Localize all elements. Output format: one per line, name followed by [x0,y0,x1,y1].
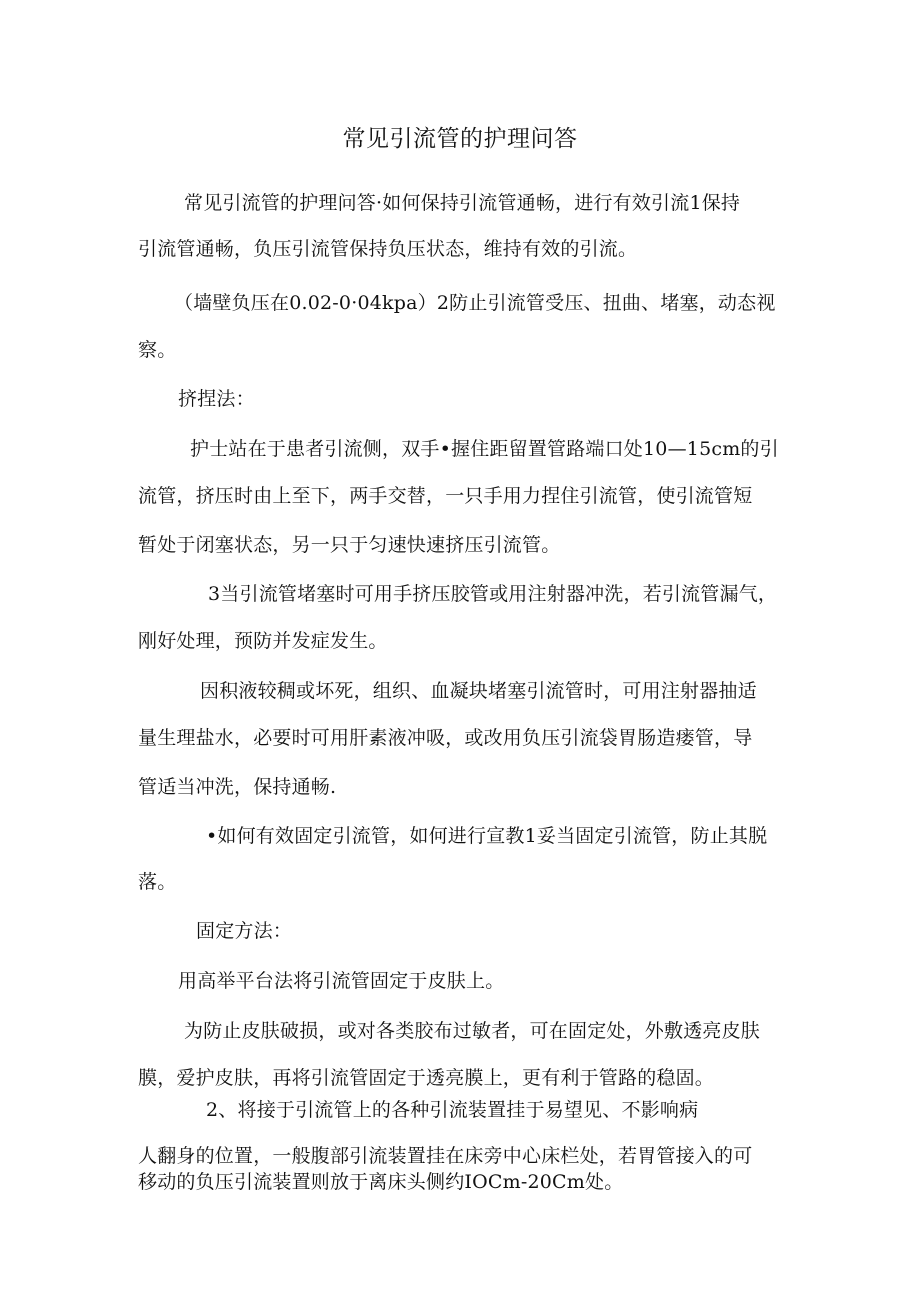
text-line: 人翻身的位置，一般腹部引流装置挂在床旁中心床栏处，若胃管接入的可 [138,1145,753,1167]
text-line: 用高举平台法将引流管固定于皮肤上。 [178,970,505,992]
text-line: （墙壁负压在0.02-0·04kpa）2防止引流管受压、扭曲、堵塞，动态视 [174,292,776,314]
text-line: 膜，爱护皮肤，再将引流管固定于透亮膜上，更有利于管路的稳固。 [138,1067,715,1089]
text-line: 移动的负压引流装置则放于离床头侧约IOCm-20Cm处。 [138,1171,624,1193]
text-line: 固定方法： [196,920,293,942]
text-line: 因积液较稠或坏死，组织、血凝块堵塞引流管时，可用注射器抽适 [200,680,757,702]
text-line: 2、将接于引流管上的各种引流装置挂于易望见、不影响病 [206,1099,699,1121]
text-line: 管适当冲洗，保持通畅. [138,776,337,798]
text-line: 引流管通畅，负压引流管保持负压状态，维持有效的引流。 [138,238,638,260]
text-line: 常见引流管的护理问答·如何保持引流管通畅，进行有效引流1保持 [184,192,741,214]
text-line: 挤捏法： [178,388,255,410]
text-line: 暂处于闭塞状态，另一只于匀速快速挤压引流管。 [138,534,561,556]
text-line: 3当引流管堵塞时可用手挤压胶管或用注射器冲洗，若引流管漏气， [208,583,778,605]
text-line: 为防止皮肤破损，或对各类胶布过敏者，可在固定处，外敷透亮皮肤 [184,1020,761,1042]
text-line: 落。 [138,871,177,893]
text-line: 流管，挤压时由上至下，两手交替，一只手用力捏住引流管，使引流管短 [138,485,753,507]
text-line: 量生理盐水，必要时可用肝素液冲吸，或改用负压引流袋胃肠造瘘管，导 [138,727,753,749]
document-title: 常见引流管的护理问答 [342,126,578,152]
text-line: 刚好处理，预防并发症发生。 [138,630,388,652]
text-line: •如何有效固定引流管，如何进行宣教1妥当固定引流管，防止其脱 [206,825,768,847]
text-line: 察。 [138,339,177,361]
text-line: 护士站在于患者引流侧，双手•握住距留置管路端口处10—15cm的引 [190,438,779,460]
